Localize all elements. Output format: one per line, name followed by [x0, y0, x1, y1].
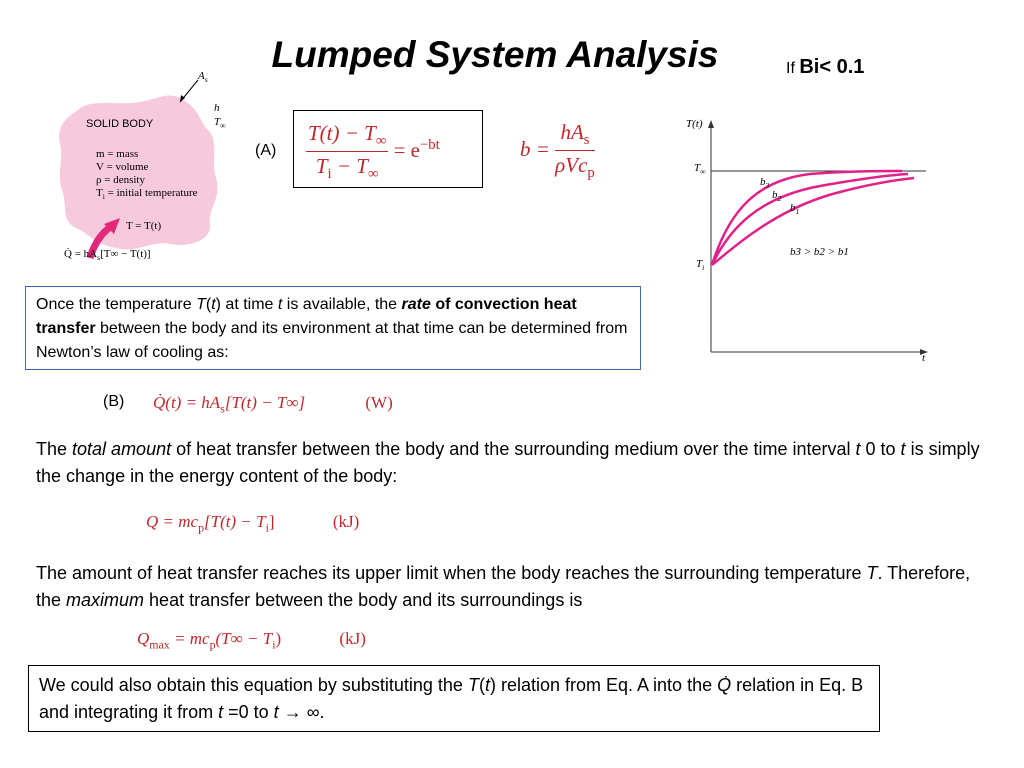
prop-initial-temp: $T_i$ = initial temperature — [96, 187, 198, 202]
label-As: $A_s$ — [198, 70, 208, 85]
note-box: We could also obtain this equation by substituting the T(t) relation from Eq. A into the Q̇ relation in Eq. B and integrating it from t =0 to t → ∞. — [28, 665, 880, 732]
body-properties — [96, 148, 198, 203]
temperature-graph — [680, 112, 940, 372]
body-title: SOLID BODY — [86, 118, 154, 130]
graph-y-label: T(t) — [686, 118, 703, 130]
graph-relation: b3 > b2 > b1 — [790, 246, 849, 258]
convection-info-box: Once the temperature T(t) at time t is available, the rate of convection heat transfer between the body and its environment at that time can be determined from Newton’s law of cooling as: — [25, 286, 641, 370]
equation-b-label: (B) — [103, 393, 125, 410]
body-temperature: T = T(t) — [126, 220, 162, 232]
equation-a-box — [293, 110, 483, 188]
slide-title: Lumped System Analysis — [271, 34, 719, 75]
equation-q: $Q = mc_p[T(t) - T_i]$ (kJ) — [146, 512, 360, 535]
graph-tick-ti: $T_i$ — [696, 258, 705, 273]
solid-body-figure — [50, 68, 240, 268]
biot-condition — [786, 56, 864, 79]
prop-volume: V = volume — [96, 161, 149, 173]
label-b2: $b_2$ — [772, 189, 782, 204]
prop-mass: m = mass — [96, 148, 139, 160]
label-Tinf: $T_\infty$ — [214, 116, 226, 131]
equation-a-fraction: $\frac{T(t) - T_\infty}{T_i - T_\infty}$ — [308, 121, 387, 183]
condition-if: If — [786, 60, 795, 77]
equation-qmax: $Q_{max} = mc_p(T\infty - T_i)$ (kJ) — [137, 629, 366, 652]
equation-b: Q̇(t) = $hA_s[T(t) - T\infty]$ (W) — [153, 393, 393, 416]
label-b3: $b_3$ — [760, 176, 770, 191]
graph-tick-tinf: $T_\infty$ — [694, 162, 706, 177]
label-b1: $b_1$ — [790, 202, 800, 217]
equation-b-definition: b = $\frac{hA_s}{\rho Vc_p}$ — [520, 120, 595, 182]
prop-density: ρ = density — [96, 174, 145, 186]
equation-a-label: (A) — [255, 142, 277, 159]
equation-a: $\frac{T(t) - T_\infty}{T_i - T_\infty}$ = $e^{-bt}$ — [308, 121, 440, 183]
condition-bi: Bi< 0.1 — [799, 56, 865, 78]
label-h: h — [214, 102, 220, 114]
maximum-heat-paragraph: The amount of heat transfer reaches its upper limit when the body reaches the surrounding temperature T. Therefore, the maximum heat transfer between the body and its surroundings is — [36, 563, 971, 610]
total-amount-paragraph: The total amount of heat transfer between the body and the surrounding medium over the time interval t 0 to t is simply the change in the energy content of the body: — [36, 439, 980, 486]
graph-x-label: t — [922, 352, 926, 364]
temperature-graph-plot — [680, 112, 940, 372]
body-heat-flow: Q̇ = $hA_s[T\infty - T(t)]$ — [64, 248, 151, 263]
